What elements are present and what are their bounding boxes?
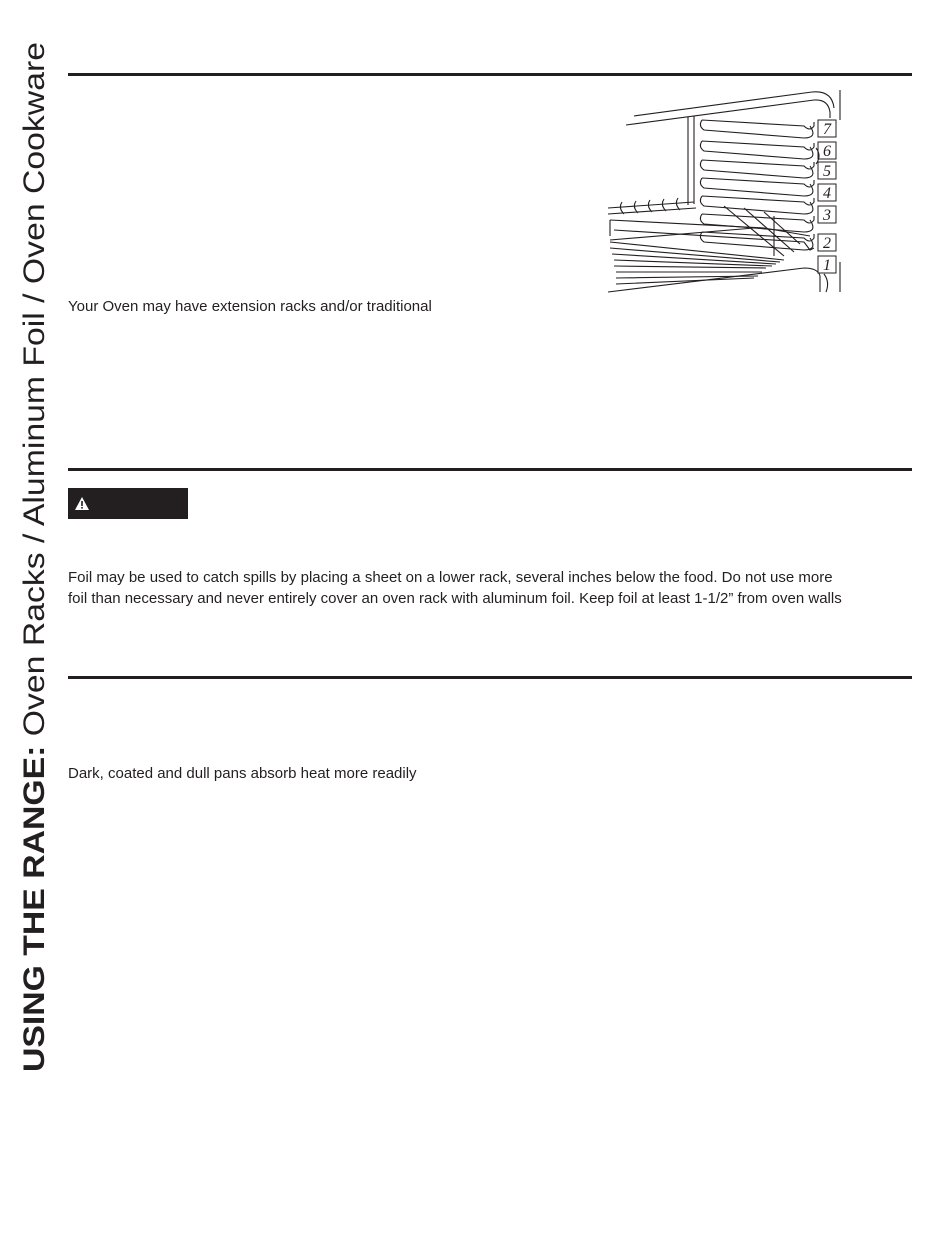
section-side-title: [2, 40, 62, 1072]
rack-position-label: 4: [823, 185, 831, 202]
cookware-text: Dark, coated and dull pans absorb heat more readily: [68, 765, 417, 782]
warning-triangle-icon: [75, 497, 89, 510]
caution-banner: [68, 488, 188, 519]
rack-position-label: 3: [823, 207, 831, 224]
side-title-bold: USING THE RANGE:: [18, 781, 51, 1072]
side-title-light: Oven Racks / Aluminum Foil / Oven Cookware: [18, 120, 51, 746]
racks-intro-text: Your Oven may have extension racks and/or traditional: [68, 298, 432, 315]
rack-position-label: 5: [823, 163, 831, 180]
section-divider-cookware: [68, 676, 912, 679]
rack-position-label: 1: [823, 257, 831, 274]
foil-text-line-2: foil than necessary and never entirely cover an oven rack with aluminum foil. Keep foil at least 1-1/2” from oven walls: [68, 590, 842, 607]
svg-text:USING THE RANGE: Oven Racks /: [18, 42, 51, 1072]
rack-position-label: 2: [823, 235, 831, 252]
section-divider-foil: [68, 468, 912, 471]
rack-position-label: 6: [823, 143, 831, 160]
rack-position-label: 7: [823, 121, 831, 138]
foil-text-line-1: Foil may be used to catch spills by placing a sheet on a lower rack, several inches below the food. Do not use more: [68, 569, 833, 586]
section-divider-racks: [68, 73, 912, 76]
oven-rack-position-diagram: [604, 86, 848, 298]
